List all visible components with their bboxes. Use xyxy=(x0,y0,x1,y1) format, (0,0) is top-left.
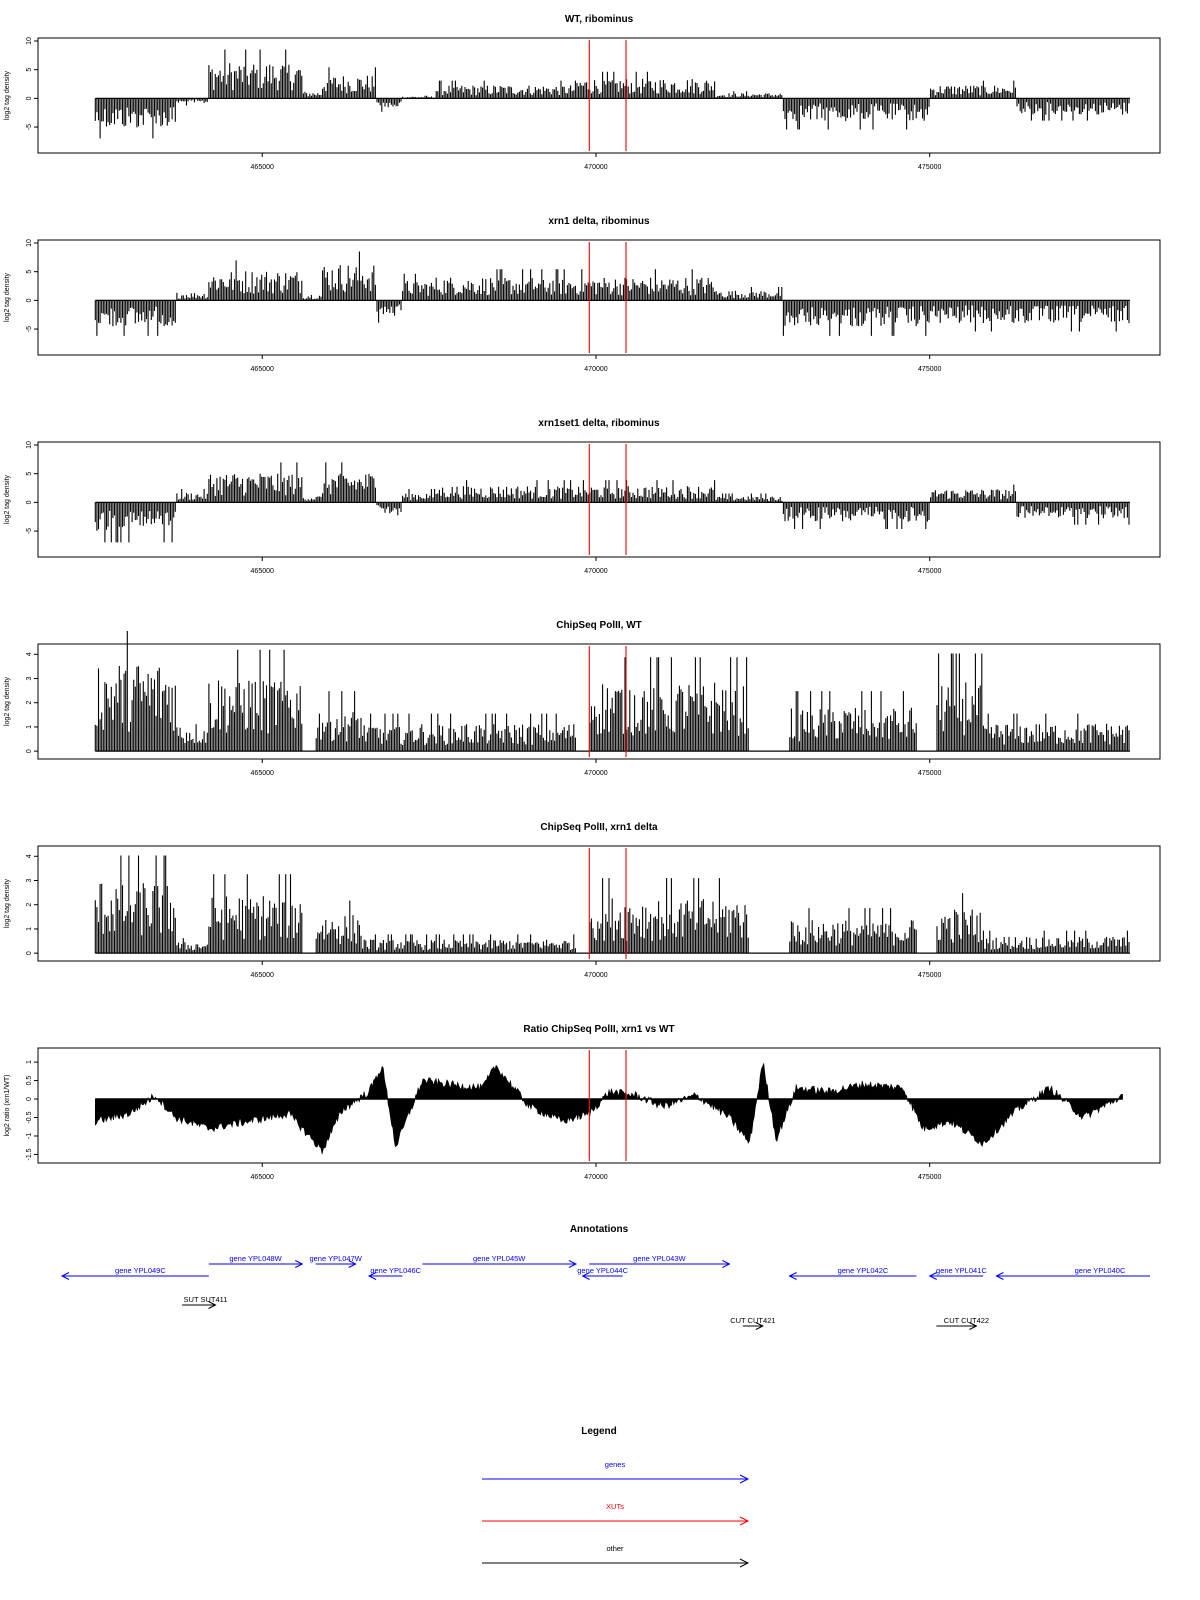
feature xyxy=(62,1266,209,1280)
legend-item-label: genes xyxy=(604,1460,626,1469)
feature xyxy=(790,1266,917,1280)
feature-label: gene YPL044C xyxy=(577,1266,628,1275)
feature-label: gene YPL045W xyxy=(472,1254,526,1263)
feature-label: gene YPL049C xyxy=(115,1266,166,1275)
y-tick-label: 3 xyxy=(26,878,33,883)
feature-label: CUT CUT422 xyxy=(943,1316,990,1325)
y-tick-label: -0.5 xyxy=(26,1111,33,1124)
x-tick-label: 475000 xyxy=(918,366,942,373)
y-axis-label: log2 tag density xyxy=(4,272,11,323)
feature xyxy=(930,1266,988,1280)
density-bars xyxy=(95,856,1129,954)
x-tick-label: 465000 xyxy=(250,1174,274,1181)
feature xyxy=(996,1266,1150,1280)
x-tick-label: 475000 xyxy=(918,1174,942,1181)
track-panel xyxy=(4,14,1160,171)
legend-item xyxy=(482,1544,748,1567)
legend-item xyxy=(482,1460,748,1483)
y-axis-label: log2 tag density xyxy=(4,878,11,929)
y-tick-label: 0 xyxy=(26,298,33,303)
y-tick-label: -1.5 xyxy=(26,1148,33,1161)
y-tick-label: -5 xyxy=(26,527,33,535)
x-tick-label: 470000 xyxy=(584,568,608,575)
y-tick-label: 0 xyxy=(26,96,33,101)
y-tick-label: 5 xyxy=(26,269,33,274)
feature-label: gene YPL041C xyxy=(936,1266,987,1275)
x-tick-label: 470000 xyxy=(584,1174,608,1181)
feature-label: gene YPL048W xyxy=(229,1254,282,1263)
feature xyxy=(936,1316,989,1330)
track-panel xyxy=(4,822,1160,979)
y-tick-label: 5 xyxy=(26,67,33,72)
y-axis-label: log2 tag density xyxy=(4,70,11,121)
y-tick-label: 0 xyxy=(26,1097,33,1101)
annotations-title: Annotations xyxy=(569,1224,629,1235)
x-tick-label: 475000 xyxy=(918,972,942,979)
y-tick-label: 0.5 xyxy=(26,1075,33,1086)
feature-label: gene YPL047W xyxy=(309,1254,362,1263)
y-tick-label: 1 xyxy=(26,1060,33,1065)
x-tick-label: 470000 xyxy=(584,164,608,171)
track-panel xyxy=(4,1024,1160,1181)
x-tick-label: 465000 xyxy=(250,164,274,171)
panel-title: xrn1 delta, ribominus xyxy=(548,216,650,227)
x-tick-label: 470000 xyxy=(584,366,608,373)
x-tick-label: 465000 xyxy=(250,972,274,979)
y-tick-label: 1 xyxy=(26,724,33,729)
feature xyxy=(730,1316,775,1330)
x-tick-label: 465000 xyxy=(250,366,274,373)
density-bars xyxy=(95,50,1129,139)
y-tick-label: 0 xyxy=(26,951,33,956)
y-tick-label: 2 xyxy=(26,700,33,705)
annotations-panel xyxy=(62,1224,1150,1330)
y-tick-label: 10 xyxy=(26,441,33,449)
y-tick-label: -1 xyxy=(26,1132,33,1140)
x-tick-label: 470000 xyxy=(584,972,608,979)
legend-title: Legend xyxy=(581,1426,617,1437)
y-axis-label: log2 ratio (xrn1/WT) xyxy=(4,1074,11,1137)
feature-label: gene YPL042C xyxy=(837,1266,889,1275)
panel-title: ChipSeq PolII, xrn1 delta xyxy=(540,822,658,833)
y-axis-label: log2 tag density xyxy=(4,474,11,525)
y-tick-label: 5 xyxy=(26,471,33,476)
y-tick-label: 10 xyxy=(26,37,33,45)
x-tick-label: 475000 xyxy=(918,164,942,171)
legend-item-label: other xyxy=(606,1544,624,1553)
track-panel xyxy=(4,620,1160,777)
y-tick-label: 10 xyxy=(26,239,33,247)
track-panel xyxy=(4,418,1160,575)
legend-panel xyxy=(482,1426,748,1567)
track-panel xyxy=(4,216,1160,373)
y-tick-label: -5 xyxy=(26,325,33,333)
y-axis-label: log2 tag density xyxy=(4,676,11,727)
feature-label: gene YPL046C xyxy=(370,1266,422,1275)
feature-label: gene YPL040C xyxy=(1074,1266,1126,1275)
panel-title: Ratio ChipSeq PolII, xrn1 vs WT xyxy=(523,1024,675,1035)
panel-title: xrn1set1 delta, ribominus xyxy=(538,418,660,429)
y-tick-label: 4 xyxy=(26,854,33,859)
ratio-area xyxy=(95,1064,1122,1154)
y-tick-label: 1 xyxy=(26,926,33,931)
y-tick-label: 4 xyxy=(26,652,33,657)
feature-label: gene YPL043W xyxy=(633,1254,686,1263)
density-bars xyxy=(95,252,1129,336)
x-tick-label: 475000 xyxy=(918,568,942,575)
feature xyxy=(577,1266,628,1280)
y-tick-label: 0 xyxy=(26,749,33,754)
density-bars xyxy=(95,631,1129,751)
legend-item-label: XUTs xyxy=(606,1502,624,1511)
feature xyxy=(309,1254,362,1268)
y-tick-label: 0 xyxy=(26,500,33,505)
y-tick-label: 3 xyxy=(26,676,33,681)
panel-title: WT, ribominus xyxy=(564,14,634,25)
feature xyxy=(369,1266,422,1280)
feature xyxy=(422,1254,576,1268)
x-tick-label: 475000 xyxy=(918,770,942,777)
x-tick-label: 470000 xyxy=(584,770,608,777)
feature-label: CUT CUT421 xyxy=(730,1316,776,1325)
feature-label: SUT SUT411 xyxy=(183,1295,228,1304)
y-tick-label: -5 xyxy=(26,123,34,131)
x-tick-label: 465000 xyxy=(250,770,274,777)
feature xyxy=(182,1295,227,1309)
x-tick-label: 465000 xyxy=(250,568,274,575)
feature xyxy=(209,1254,302,1268)
panel-title: ChipSeq PolII, WT xyxy=(556,620,642,631)
y-tick-label: 2 xyxy=(26,902,33,907)
legend-item xyxy=(482,1502,748,1525)
